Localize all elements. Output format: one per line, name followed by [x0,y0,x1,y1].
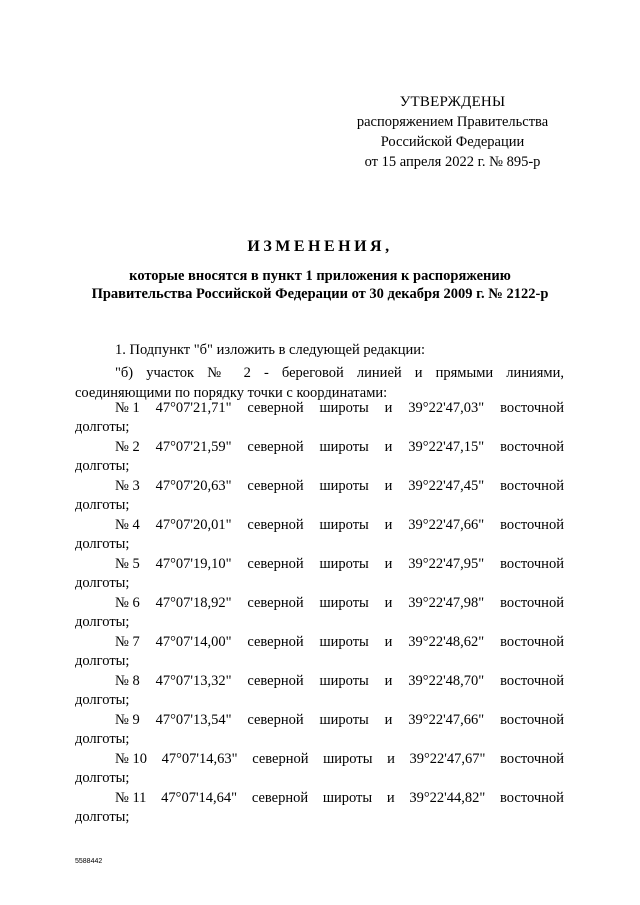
point-number: № 1 [115,400,140,416]
conjunction: и [384,556,393,572]
footer-code: 5588442 [75,858,103,865]
longitude-word: восточной [500,751,564,767]
latitude-value: 47°07'13,32" [155,673,232,689]
latitude-word: северной [252,751,309,767]
latitude-value: 47°07'20,01" [155,517,232,533]
coordinate-point [75,751,564,790]
coordinate-point [75,439,564,478]
coordinate-point [75,790,564,829]
coordinate-point [75,595,564,634]
longitude-word: восточной [500,712,564,728]
longitude-value: 39°22'44,82" [409,790,486,806]
point-number: № 9 [115,712,140,728]
latitude-word-2: широты [319,439,369,455]
conjunction: и [387,751,395,767]
point-number: № 5 [115,556,140,572]
latitude-word: северной [247,517,304,533]
latitude-word: северной [247,439,304,455]
longitude-word: восточной [500,439,564,455]
latitude-word-2: широты [319,556,369,572]
longitude-value: 39°22'48,70" [408,673,485,689]
coordinate-line [115,712,564,732]
conjunction: и [384,478,393,494]
conjunction: и [384,400,393,416]
latitude-word-2: широты [319,634,369,650]
longitude-value: 39°22'47,66" [408,712,485,728]
longitude-value: 39°22'47,45" [408,478,485,494]
coordinate-point [75,712,564,751]
longitude-word: восточной [500,790,564,806]
latitude-value: 47°07'14,63" [161,751,238,767]
longitude-tail: долготы; [75,731,130,747]
latitude-word-2: широты [319,712,369,728]
longitude-word: восточной [500,595,564,611]
paragraph-b: "б) участок № 2 - береговой линией и прямыми линиями, соединяющими по порядку точки с координатами: [75,365,564,401]
conjunction: и [384,595,393,611]
longitude-tail: долготы; [75,692,130,708]
approval-heading: УТВЕРЖДЕНЫ [399,94,506,110]
latitude-value: 47°07'13,54" [155,712,232,728]
latitude-word: северной [251,790,309,806]
longitude-word: восточной [500,478,564,494]
point-number: № 6 [115,595,140,611]
latitude-value: 47°07'20,63" [155,478,232,494]
longitude-tail: долготы; [75,653,130,669]
longitude-tail: долготы; [75,575,130,591]
coordinate-line [115,634,564,654]
longitude-tail: долготы; [75,770,130,786]
latitude-value: 47°07'21,59" [155,439,232,455]
latitude-word: северной [247,595,304,611]
coordinate-line [115,556,564,576]
latitude-word: северной [247,478,304,494]
conjunction: и [386,790,395,806]
conjunction: и [384,517,393,533]
latitude-word-2: широты [319,517,369,533]
conjunction: и [384,439,393,455]
coordinate-line [115,517,564,537]
longitude-value: 39°22'48,62" [408,634,485,650]
latitude-value: 47°07'19,10" [155,556,232,572]
longitude-tail: долготы; [75,614,130,630]
conjunction: и [384,634,393,650]
coordinate-line [115,595,564,615]
latitude-word: северной [247,673,304,689]
latitude-word-2: широты [319,478,369,494]
conjunction: и [384,712,393,728]
point-number: № 10 [115,751,147,767]
subtitle-line-1: которые вносятся в пункт 1 приложения к распоряжению [129,268,511,284]
latitude-value: 47°07'21,71" [155,400,232,416]
coordinate-line [115,673,564,693]
point-number: № 3 [115,478,140,494]
subtitle-line-2: Правительства Российской Федерации от 30 декабря 2009 г. № 2122-р [91,286,549,302]
longitude-tail: долготы; [75,497,130,513]
longitude-value: 39°22'47,95" [408,556,485,572]
coordinate-line [115,400,564,420]
latitude-value: 47°07'14,64" [161,790,238,806]
longitude-word: восточной [500,517,564,533]
approval-line-3: от 15 апреля 2022 г. № 895-р [364,154,541,170]
latitude-word: северной [247,400,304,416]
longitude-value: 39°22'47,15" [408,439,485,455]
latitude-value: 47°07'18,92" [155,595,232,611]
coordinate-point [75,478,564,517]
longitude-word: восточной [500,673,564,689]
point-number: № 2 [115,439,140,455]
coordinate-line [115,478,564,498]
approval-block [340,92,565,172]
approval-line-1: распоряжением Правительства [356,114,549,130]
point-number: № 8 [115,673,140,689]
approval-line-2: Российской Федерации [380,134,525,150]
coordinate-point [75,556,564,595]
document-subtitle [60,267,580,303]
coordinate-point [75,673,564,712]
longitude-tail: долготы; [75,536,130,552]
latitude-word-2: широты [319,673,369,689]
longitude-value: 39°22'47,67" [409,751,486,767]
longitude-value: 39°22'47,03" [408,400,485,416]
latitude-word: северной [247,634,304,650]
coordinate-line [115,790,564,810]
coordinate-point [75,400,564,439]
longitude-value: 39°22'47,98" [408,595,485,611]
longitude-word: восточной [500,634,564,650]
latitude-value: 47°07'14,00" [155,634,232,650]
paragraph-1: 1. Подпункт "б" изложить в следующей редакции: [115,342,426,358]
latitude-word-2: широты [323,751,373,767]
longitude-value: 39°22'47,66" [408,517,485,533]
conjunction: и [384,673,393,689]
point-number: № 7 [115,634,140,650]
longitude-tail: долготы; [75,458,130,474]
longitude-tail: долготы; [75,809,130,825]
longitude-tail: долготы; [75,419,130,435]
longitude-word: восточной [500,400,564,416]
coordinate-line [115,751,564,771]
longitude-word: восточной [500,556,564,572]
point-number: № 11 [115,790,147,806]
coordinate-point [75,517,564,556]
latitude-word-2: широты [319,595,369,611]
coordinate-line [115,439,564,459]
latitude-word-2: широты [319,400,369,416]
document-title: ИЗМЕНЕНИЯ, [247,238,393,255]
latitude-word: северной [247,556,304,572]
latitude-word: северной [247,712,304,728]
coordinate-points-list [75,400,564,829]
coordinate-point [75,634,564,673]
point-number: № 4 [115,517,140,533]
latitude-word-2: широты [322,790,373,806]
